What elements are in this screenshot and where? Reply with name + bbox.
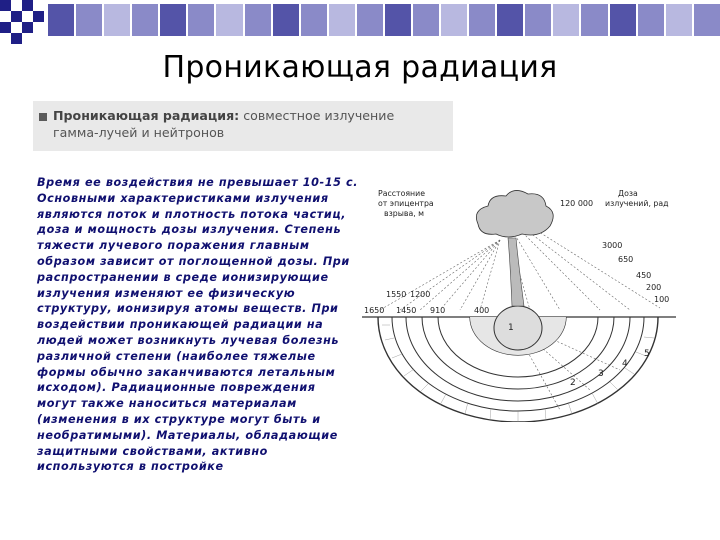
distance-label: 400 — [474, 306, 490, 315]
distance-label: 1550 — [386, 290, 407, 299]
diagram-svg — [360, 180, 678, 422]
dose-label: 650 — [618, 255, 634, 264]
top-decorative-bar — [48, 4, 720, 36]
radiation-zones-diagram — [360, 180, 678, 422]
definition-text — [53, 107, 449, 141]
mushroom-cloud — [476, 190, 553, 237]
zone-number: 5 — [644, 349, 650, 359]
definition-line2: гамма-лучей и нейтронов — [53, 125, 225, 140]
zone-number: 4 — [622, 359, 628, 369]
zone-number: 2 — [570, 378, 576, 388]
dose-label: 120 000 — [560, 199, 594, 208]
slide-title: Проникающая радиация — [162, 50, 558, 85]
bullet-square-icon — [39, 113, 47, 121]
dose-label: 3000 — [602, 241, 623, 250]
zone-number: 3 — [598, 369, 604, 379]
cloud-stem — [508, 238, 524, 306]
zone-number: 1 — [508, 323, 514, 333]
definition-box — [33, 101, 453, 151]
distance-label: 1650 — [364, 306, 385, 315]
dose-label: 100 — [654, 295, 670, 304]
distance-label: 1200 — [410, 290, 431, 299]
distance-label: 910 — [430, 306, 446, 315]
right-label-1: Доза — [618, 189, 638, 198]
distance-label: 1450 — [396, 306, 417, 315]
left-label-3: взрыва, м — [384, 209, 425, 218]
left-label-2: от эпицентра — [378, 199, 434, 208]
left-label-1: Расстояние — [378, 189, 426, 198]
dose-label: 450 — [636, 271, 652, 280]
definition-term: Проникающая радиация: — [53, 108, 240, 123]
dose-label: 200 — [646, 283, 662, 292]
right-label-2: излучений, рад — [605, 199, 669, 208]
fireball — [494, 306, 542, 350]
body-paragraph: Время ее воздействия не превышает 10-15 с. Основными характеристиками излучения являются поток и плотность потока частиц, доза и мощность дозы излучения. Степень тяжести лучевого поражения главным образом зависит от поглощенной дозы. При распространении в среде ионизирующие излучения изменяют ее физическую структуру, ионизируя атомы веществ. При воздействии проникающей радиации на людей может возникнуть лучевая болезнь различной степени (наиболее тяжелые формы обычно заканчиваются летальным исходом). Радиационные повреждения могут также наноситься материалам (изменения в их структуре могут быть и необратимыми). Материалы, обладающие защитными свойствами, активно используются в постройке — [37, 176, 359, 474]
definition-line1: совместное излучение — [243, 108, 395, 123]
